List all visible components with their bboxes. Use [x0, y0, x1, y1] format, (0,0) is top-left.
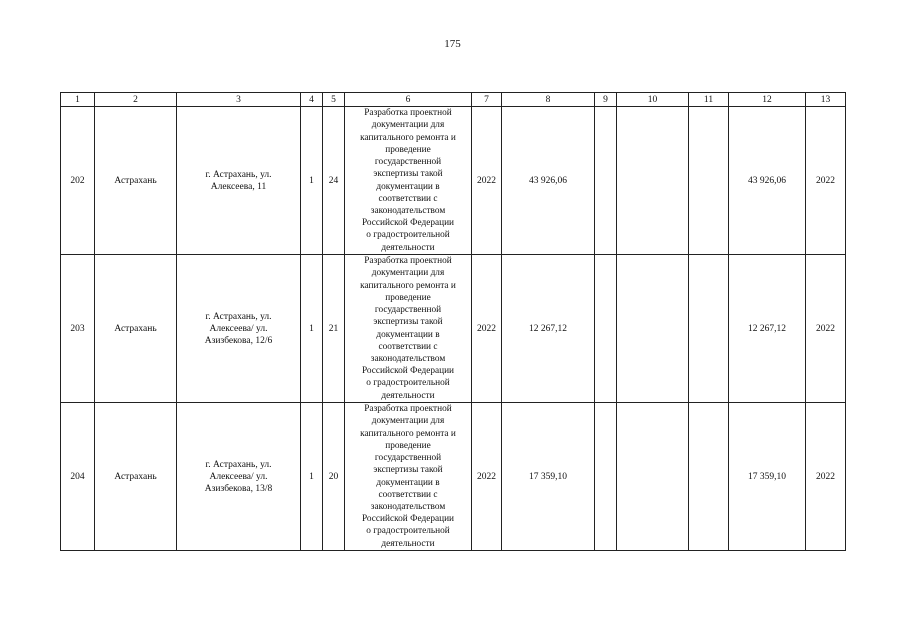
column-header: 12: [729, 93, 806, 107]
col13-cell: 2022: [806, 255, 846, 403]
col12-cell: 12 267,12: [729, 255, 806, 403]
table-row: [61, 403, 846, 551]
work-line: соответствии с: [378, 193, 438, 204]
work-line: о градостроительной: [366, 378, 450, 389]
work-description-cell: [345, 255, 472, 403]
work-line: деятельности: [381, 242, 435, 253]
column-header: 3: [177, 93, 301, 107]
column-header: 2: [95, 93, 177, 107]
city-cell: Астрахань: [95, 107, 177, 255]
work-description-cell: [345, 403, 472, 551]
col11-cell: [689, 107, 729, 255]
work-line: проведение: [385, 440, 431, 451]
col10-cell: [617, 403, 689, 551]
column-header: 6: [345, 93, 472, 107]
work-line: капитального ремонта и: [360, 132, 456, 143]
work-line: документации для: [371, 416, 445, 427]
year-cell: 2022: [472, 403, 502, 551]
work-line: проведение: [385, 144, 431, 155]
column-header: 5: [323, 93, 345, 107]
col5-cell: 21: [323, 255, 345, 403]
col13-cell: 2022: [806, 107, 846, 255]
work-description-cell: [345, 107, 472, 255]
page-number: 175: [444, 38, 461, 50]
column-number-row: [61, 93, 846, 107]
work-line: документации в: [376, 477, 440, 488]
work-line: соответствии с: [378, 341, 438, 352]
year-cell: 2022: [472, 107, 502, 255]
col4-cell: 1: [301, 255, 323, 403]
work-line: государственной: [374, 453, 442, 464]
table-row: [61, 255, 846, 403]
address-cell: [177, 403, 301, 551]
address-cell: [177, 107, 301, 255]
column-header: 11: [689, 93, 729, 107]
work-line: Российской Федерации: [361, 514, 455, 525]
work-line: Российской Федерации: [361, 366, 455, 377]
col4-cell: 1: [301, 107, 323, 255]
work-line: документации для: [371, 120, 445, 131]
address-cell: [177, 255, 301, 403]
cost-cell: 43 926,06: [502, 107, 595, 255]
col5-cell: 24: [323, 107, 345, 255]
col10-cell: [617, 255, 689, 403]
work-line: Разработка проектной: [364, 108, 452, 119]
col13-cell: 2022: [806, 403, 846, 551]
row-number: 202: [61, 107, 95, 255]
col9-cell: [595, 255, 617, 403]
row-number: 204: [61, 403, 95, 551]
table-row: [61, 107, 846, 255]
city-cell: Астрахань: [95, 255, 177, 403]
work-line: государственной: [374, 305, 442, 316]
address-line: Алексеева, 11: [210, 181, 267, 192]
column-header: 13: [806, 93, 846, 107]
address-line: г. Астрахань, ул.: [205, 169, 272, 180]
work-line: экспертизы такой: [373, 169, 443, 180]
address-line: Азизбекова, 13/8: [204, 483, 273, 494]
city-cell: Астрахань: [95, 403, 177, 551]
col4-cell: 1: [301, 403, 323, 551]
address-line: Азизбекова, 12/6: [204, 335, 273, 346]
col12-cell: 43 926,06: [729, 107, 806, 255]
col9-cell: [595, 107, 617, 255]
work-line: государственной: [374, 157, 442, 168]
work-line: Разработка проектной: [364, 404, 452, 415]
work-line: документации в: [376, 181, 440, 192]
work-line: капитального ремонта и: [360, 280, 456, 291]
year-cell: 2022: [472, 255, 502, 403]
work-line: законодательством: [370, 205, 446, 216]
work-line: о градостроительной: [366, 526, 450, 537]
row-number: 203: [61, 255, 95, 403]
column-header: 8: [502, 93, 595, 107]
cost-cell: 17 359,10: [502, 403, 595, 551]
address-line: г. Астрахань, ул.: [205, 459, 272, 470]
column-header: 7: [472, 93, 502, 107]
repair-works-table: [60, 92, 846, 551]
work-line: Российской Федерации: [361, 218, 455, 229]
address-line: Алексеева/ ул.: [209, 471, 268, 482]
work-line: проведение: [385, 292, 431, 303]
work-line: капитального ремонта и: [360, 428, 456, 439]
column-header: 9: [595, 93, 617, 107]
work-line: документации в: [376, 329, 440, 340]
work-line: деятельности: [381, 538, 435, 549]
work-line: Разработка проектной: [364, 256, 452, 267]
address-line: Алексеева/ ул.: [209, 323, 268, 334]
col9-cell: [595, 403, 617, 551]
work-line: законодательством: [370, 353, 446, 364]
cost-cell: 12 267,12: [502, 255, 595, 403]
work-line: о градостроительной: [366, 230, 450, 241]
address-line: г. Астрахань, ул.: [205, 311, 272, 322]
work-line: экспертизы такой: [373, 465, 443, 476]
col10-cell: [617, 107, 689, 255]
work-line: экспертизы такой: [373, 317, 443, 328]
work-line: законодательством: [370, 501, 446, 512]
col5-cell: 20: [323, 403, 345, 551]
col11-cell: [689, 403, 729, 551]
column-header: 10: [617, 93, 689, 107]
column-header: 1: [61, 93, 95, 107]
work-line: соответствии с: [378, 489, 438, 500]
work-line: деятельности: [381, 390, 435, 401]
work-line: документации для: [371, 268, 445, 279]
col11-cell: [689, 255, 729, 403]
column-header: 4: [301, 93, 323, 107]
col12-cell: 17 359,10: [729, 403, 806, 551]
